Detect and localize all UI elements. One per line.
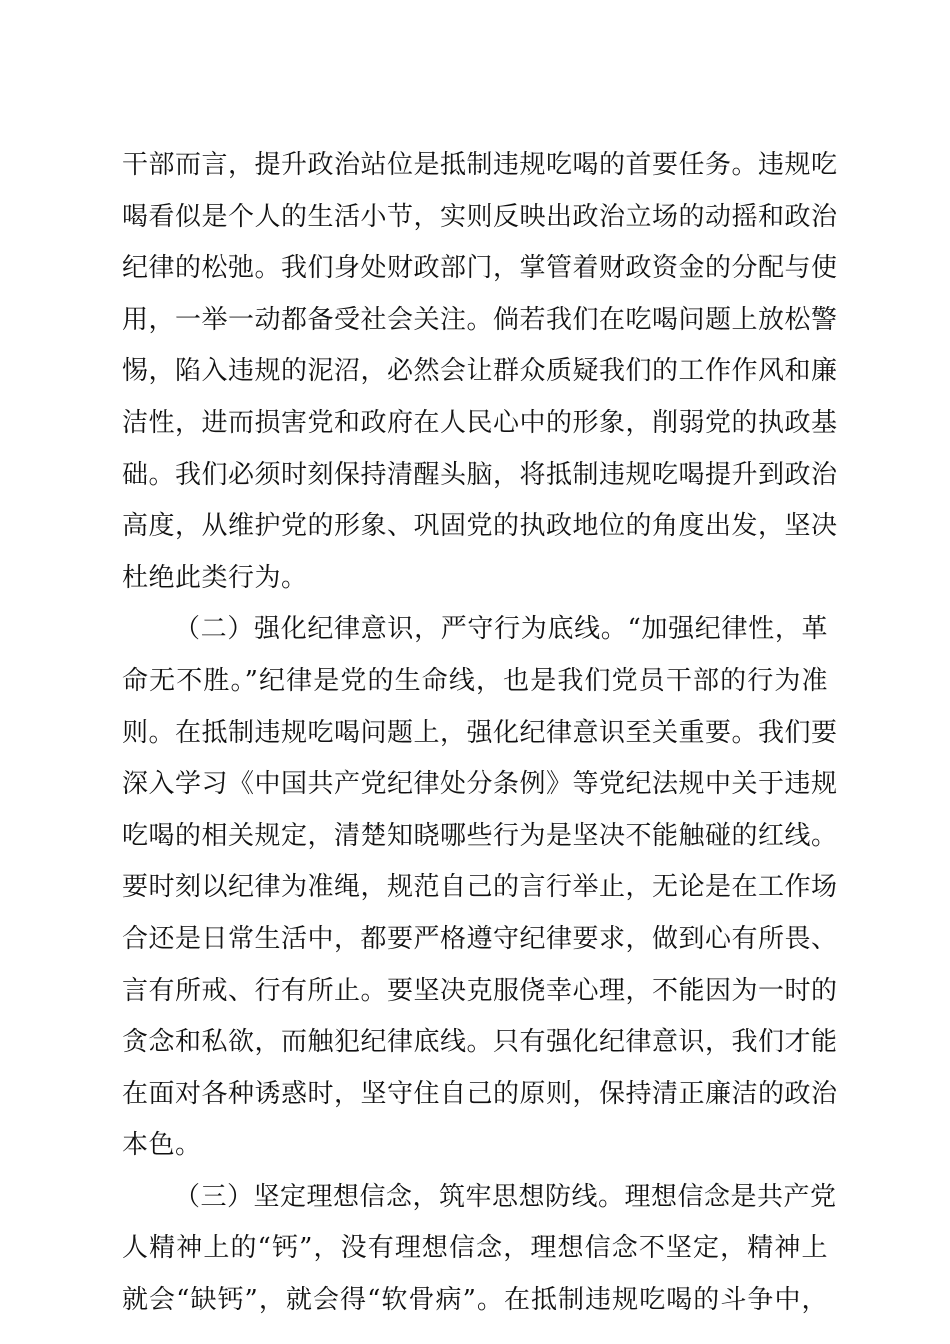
- text-line: 贪念和私欲，而触犯纪律底线。只有强化纪律意识，我们才能: [122, 1027, 838, 1058]
- text-line: 喝看似是个人的生活小节，实则反映出政治立场的动摇和政治: [122, 201, 838, 232]
- paragraph-3: [122, 1172, 837, 1327]
- text-line: 洁性，进而损害党和政府在人民心中的形象，削弱党的执政基: [122, 407, 838, 438]
- text-line: 干部而言，提升政治站位是抵制违规吃喝的首要任务。违规吃: [122, 150, 838, 180]
- text-line: 高度，从维护党的形象、巩固党的执政地位的角度出发，坚决: [122, 511, 838, 542]
- text-line: 吃喝的相关规定，清楚知晓哪些行为是坚决不能触碰的红线。: [122, 820, 838, 851]
- text-line: 纪律的松弛。我们身处财政部门，掌管着财政资金的分配与使: [122, 253, 838, 284]
- text-line: 要时刻以纪律为准绳，规范自己的言行举止，无论是在工作场: [122, 872, 838, 903]
- section-heading-line: （二）强化纪律意识，严守行为底线。“加强纪律性，革: [174, 614, 828, 645]
- text-line: 言有所戒、行有所止。要坚决克服侥幸心理，不能因为一时的: [122, 975, 838, 1006]
- text-line: 命无不胜。”纪律是党的生命线，也是我们党员干部的行为准: [122, 665, 828, 696]
- text-line: 就会“缺钙”，就会得“软骨病”。在抵制违规吃喝的斗争中，: [122, 1285, 828, 1316]
- text-line: 本色。: [122, 1130, 202, 1161]
- text-line: 合还是日常生活中，都要严格遵守纪律要求，做到心有所畏、: [122, 923, 838, 954]
- text-line: 础。我们必须时刻保持清醒头脑，将抵制违规吃喝提升到政治: [122, 459, 838, 490]
- text-line: 用，一举一动都备受社会关注。倘若我们在吃喝问题上放松警: [122, 304, 838, 335]
- text-line: 人精神上的“钙”，没有理想信念，理想信念不坚定，精神上: [122, 1233, 828, 1264]
- text-line: 则。在抵制违规吃喝问题上，强化纪律意识至关重要。我们要: [122, 717, 838, 748]
- paragraph-2: [122, 604, 838, 1172]
- text-line: 在面对各种诱惑时，坚守住自己的原则，保持清正廉洁的政治: [122, 1078, 838, 1109]
- text-line: 杜绝此类行为。: [122, 562, 308, 593]
- paragraph-1: [122, 140, 838, 604]
- document-body: [122, 140, 838, 1327]
- text-line: 深入学习《中国共产党纪律处分条例》等党纪法规中关于违规: [122, 769, 838, 800]
- text-line: 惕，陷入违规的泥沼，必然会让群众质疑我们的工作作风和廉: [122, 356, 838, 387]
- section-heading-line: （三）坚定理想信念，筑牢思想防线。理想信念是共产党: [174, 1181, 837, 1212]
